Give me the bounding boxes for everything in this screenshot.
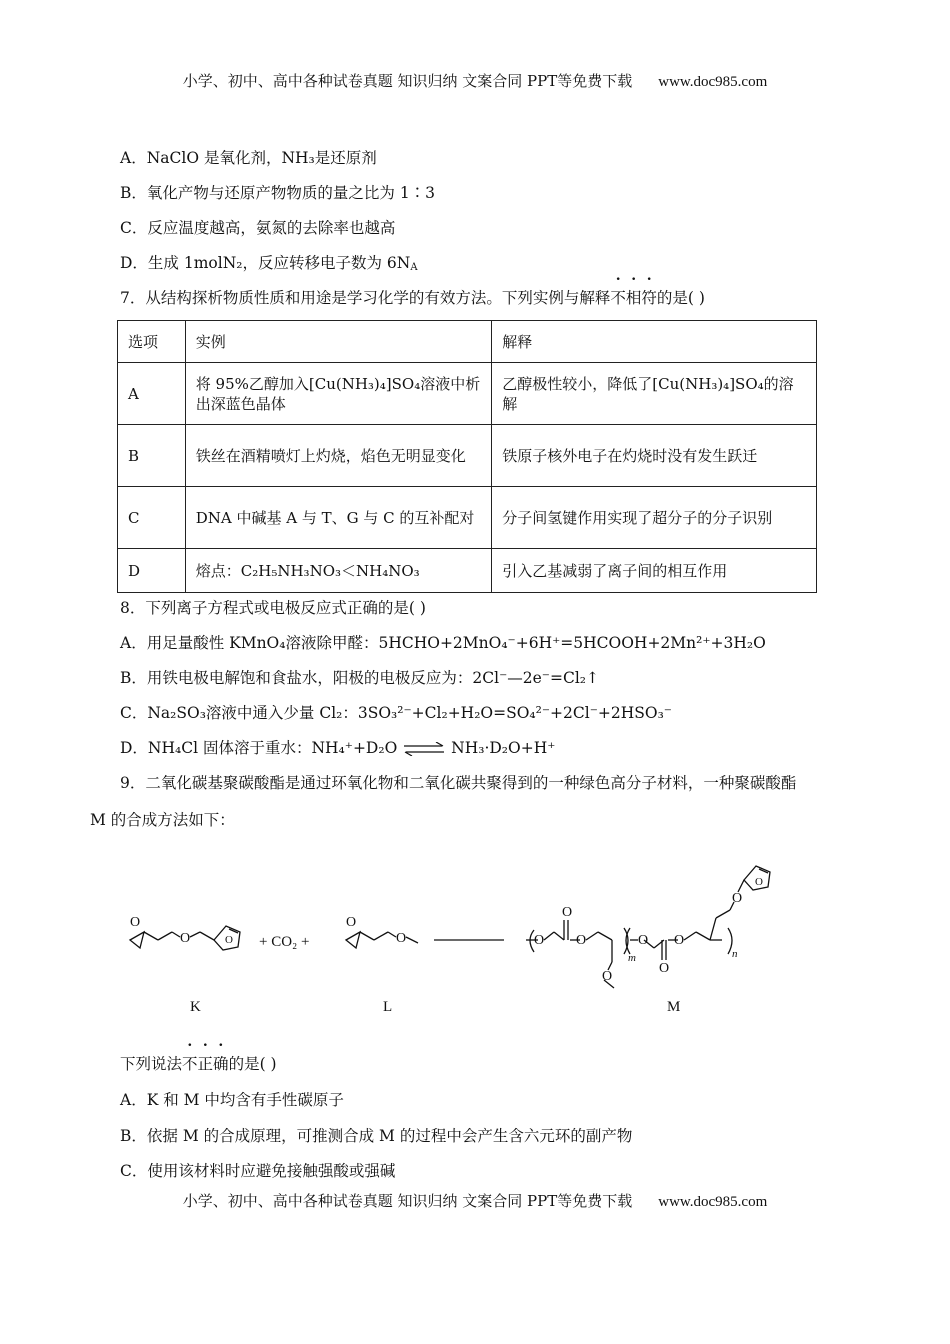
reaction-scheme <box>118 840 838 1020</box>
svg-text:O: O <box>534 933 545 948</box>
cell-example: DNA 中碱基 A 与 T、G 与 C 的互补配对 <box>185 487 492 549</box>
scheme-subscript-m: m <box>628 952 636 964</box>
table-row <box>118 425 817 487</box>
q9-stem-line1: 9．二氧化碳基聚碳酸酯是通过环氧化物和二氧化碳共聚得到的一种绿色高分子材料，一种聚碳酸酯 <box>120 774 797 792</box>
svg-text:O: O <box>396 931 407 946</box>
q6-option-d: D．生成 1molN₂，反应转移电子数为 $6N_A$ <box>120 254 418 273</box>
table-header-row <box>118 321 817 363</box>
q9-option-c: C．使用该材料时应避免接触强酸或强碱 <box>120 1162 396 1180</box>
th-example: 实例 <box>185 321 492 363</box>
q8-stem: 8．下列离子方程式或电极反应式正确的是( ) <box>120 599 426 617</box>
scheme-plus-co2: + CO₂ + <box>259 934 310 950</box>
compound-l-structure <box>346 932 418 948</box>
q8-option-c: C．Na₂SO₃溶液中通入少量 Cl₂：3SO₃²⁻+Cl₂+H₂O=SO₄²⁻+2Cl⁻+2HSO₃⁻ <box>120 704 672 722</box>
header-url[interactable]: www.doc985.com <box>658 74 768 90</box>
q6-option-c: C．反应温度越高，氨氮的去除率也越高 <box>120 219 396 237</box>
label-k: K <box>190 999 201 1015</box>
cell-option: A <box>118 363 186 425</box>
svg-text:O: O <box>732 891 743 906</box>
q8-option-b: B．用铁电极电解饱和食盐水，阳极的电极反应为：2Cl⁻—2e⁻=Cl₂↑ <box>120 669 599 687</box>
table-row <box>118 363 817 425</box>
label-m: M <box>667 999 681 1015</box>
svg-text:O: O <box>638 933 649 948</box>
footer-url[interactable]: www.doc985.com <box>658 1194 768 1210</box>
table-row <box>118 549 817 593</box>
footer-text: 小学、初中、高中各种试卷真题 知识归纳 文案合同 PPT等免费下载 <box>182 1192 633 1210</box>
cell-example: 熔点：C₂H₅NH₃NO₃＜NH₄NO₃ <box>185 549 492 593</box>
cell-explanation: 分子间氢键作用实现了超分子的分子识别 <box>492 487 817 549</box>
cell-option: C <box>118 487 186 549</box>
q8-option-d: D．NH₄Cl 固体溶于重水：NH₄⁺+D₂O NH₃·D₂O+H⁺ <box>120 739 556 757</box>
svg-text:O: O <box>674 933 685 948</box>
cell-example: 铁丝在酒精喷灯上灼烧，焰色无明显变化 <box>185 425 492 487</box>
scheme-subscript-n: n <box>732 948 738 960</box>
svg-text:O: O <box>562 905 573 920</box>
q8-option-a: A．用足量酸性 KMnO₄溶液除甲醛：5HCHO+2MnO₄⁻+6H⁺=5HCOOH+2Mn²⁺+3H₂O <box>120 634 766 652</box>
svg-text:O: O <box>576 933 587 948</box>
q6-option-b: B．氧化产物与还原产物物质的量之比为 1∶3 <box>120 184 436 202</box>
cell-explanation: 乙醇极性较小，降低了[Cu(NH₃)₄]SO₄的溶解 <box>492 363 817 425</box>
table-row <box>118 487 817 549</box>
page-header <box>0 70 950 91</box>
svg-text:O: O <box>755 876 763 888</box>
cell-option: B <box>118 425 186 487</box>
svg-text:O: O <box>602 969 613 984</box>
svg-text:O: O <box>225 934 233 946</box>
compound-m-structure <box>526 866 770 988</box>
svg-text:O: O <box>346 915 357 930</box>
cell-explanation: 引入乙基减弱了离子间的相互作用 <box>492 549 817 593</box>
th-option: 选项 <box>118 321 186 363</box>
cell-example: 将 95%乙醇加入[Cu(NH₃)₄]SO₄溶液中析出深蓝色晶体 <box>185 363 492 425</box>
page-footer <box>0 1190 950 1211</box>
th-explanation: 解释 <box>492 321 817 363</box>
q9-option-b: B．依据 M 的合成原理，可推测合成 M 的过程中会产生含六元环的副产物 <box>120 1127 633 1145</box>
label-l: L <box>383 999 393 1015</box>
q7-stem: 7．从结构探析物质性质和用途是学习化学的有效方法。下列实例与解释不相符的是( ) <box>120 289 705 307</box>
cell-explanation: 铁原子核外电子在灼烧时没有发生跃迁 <box>492 425 817 487</box>
q6-option-a: A．NaClO 是氧化剂，NH₃是还原剂 <box>120 149 377 167</box>
svg-text:O: O <box>130 915 141 930</box>
q9-ask: 下列说法不正确的是( ) <box>120 1055 277 1073</box>
q9-stem-line2: M 的合成方法如下： <box>90 811 235 829</box>
equilibrium-arrow-icon <box>402 742 446 756</box>
svg-text:O: O <box>659 961 670 976</box>
q7-table <box>117 320 817 593</box>
header-text: 小学、初中、高中各种试卷真题 知识归纳 文案合同 PPT等免费下载 <box>182 72 633 90</box>
svg-text:O: O <box>180 931 191 946</box>
q9-option-a: A．K 和 M 中均含有手性碳原子 <box>120 1091 344 1109</box>
cell-option: D <box>118 549 186 593</box>
